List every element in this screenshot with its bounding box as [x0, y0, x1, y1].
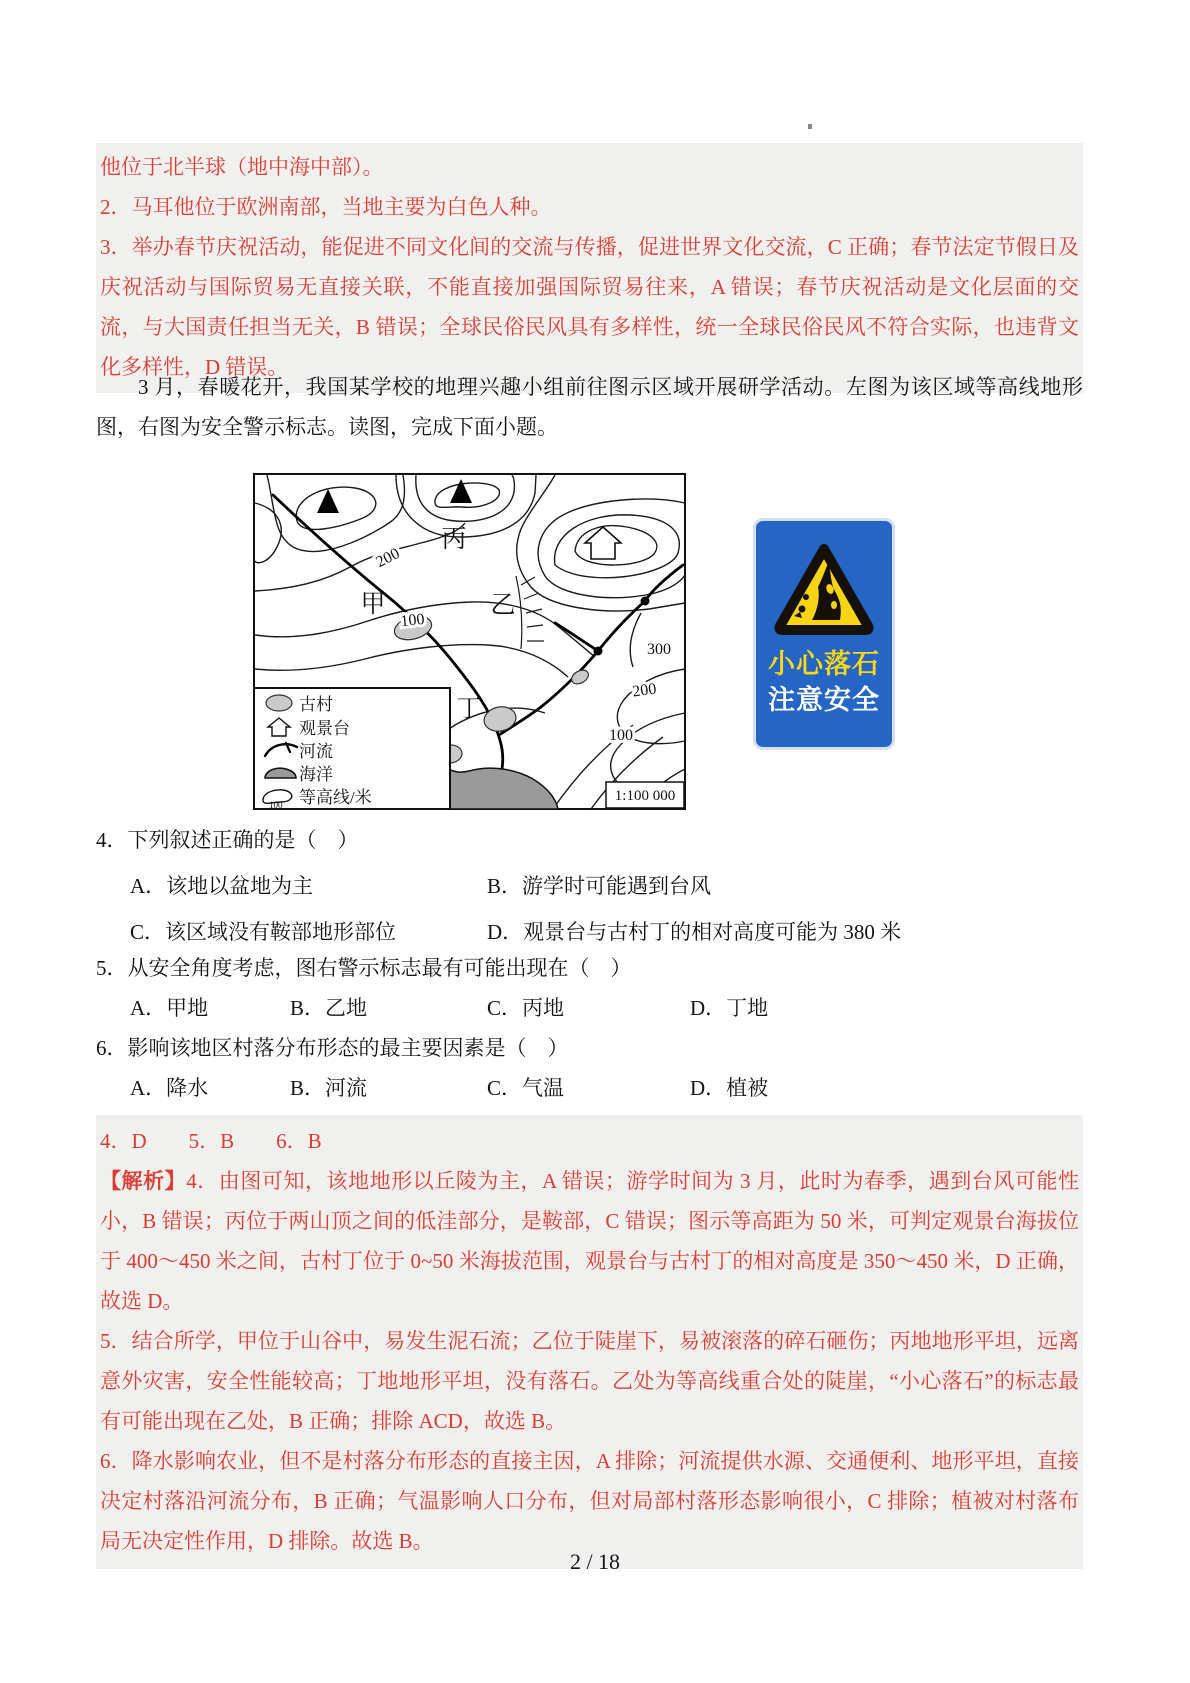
legend-contour-label: 等高线/米 — [299, 788, 372, 807]
option-4d: D．观景台与古村丁的相对高度可能为 380 米 — [487, 920, 902, 944]
question-stem-text: 5．从安全角度考虑，图右警示标志最有可能出现在（ ） — [96, 956, 632, 980]
option-6a: A．降水 — [130, 1076, 209, 1100]
analysis-q4 — [100, 1161, 1079, 1321]
question-stem-text: 4．下列叙述正确的是（ ） — [96, 828, 359, 852]
option-6c: C．气温 — [487, 1076, 565, 1100]
map-label-ding: 丁 — [456, 696, 482, 723]
legend-contour-value: 100 — [269, 800, 283, 810]
contour-map-figure — [253, 473, 686, 815]
question-passage: 3 月，春暖花开，我国某学校的地理兴趣小组前往图示区域开展研学活动。左图为该区域等高线地形图，右图为安全警示标志。读图，完成下面小题。 — [96, 375, 1083, 439]
contour-map — [253, 473, 686, 810]
warning-sign — [753, 518, 895, 750]
option-5b: B．乙地 — [290, 996, 368, 1020]
contour-value-200b: 200 — [631, 680, 658, 701]
explanation-q2: 2．马耳他位于欧洲南部，当地主要为白色人种。 — [100, 195, 552, 219]
contour-value-100b: 100 — [609, 727, 633, 744]
option-4b: B．游学时可能遇到台风 — [487, 874, 712, 898]
option-4a: A．该地以盆地为主 — [130, 874, 314, 898]
option-6d: D．植被 — [690, 1076, 769, 1100]
page-number: 2 / 18 — [569, 1549, 621, 1574]
option-5c: C．丙地 — [487, 996, 565, 1020]
question-stem-text: 6．影响该地区村落分布形态的最主要因素是（ ） — [96, 1036, 569, 1060]
option-5a: A．甲地 — [130, 996, 209, 1020]
scale-label: 1:100 000 — [614, 788, 676, 804]
question-6-stem — [96, 1032, 1083, 1066]
question-5-stem — [96, 952, 1083, 986]
explanation-q3: 3．举办春节庆祝活动，能促进不同文化间的交流与传播，促进世界文化交流，C 正确；春节法定节假日及庆祝活动与国际贸易无直接关联，不能直接加强国际贸易往来，A 错误；春节庆祝活动是文化层面的交流，与大国责任担当无关，B 错误；全球民俗民风具有多样性，统一全球民俗民风不符合实际，也违背文化多样性，D 错误。 — [100, 235, 1079, 379]
legend-village-label: 古村 — [299, 695, 333, 714]
question-4-options-row-2 — [96, 916, 1083, 950]
answer-key-line: 4．D 5．B 6．B — [100, 1129, 322, 1153]
question-4-stem — [96, 824, 1083, 858]
map-label-bing: 丙 — [441, 526, 467, 553]
legend-sea-label: 海洋 — [299, 765, 333, 784]
confluence-dot — [641, 597, 650, 606]
analysis-q5: 5．结合所学，甲位于山谷中，易发生泥石流；乙位于陡崖下，易被滚落的碎石砸伤；丙地地形平坦，远离意外灾害，安全性能较高；丁地地形平坦，没有落石。乙处为等高线重合处的陡崖，“小心落石”的标志最有可能出现在乙处，B 正确；排除 ACD，故选 B。 — [100, 1329, 1079, 1433]
question-5-options-row — [96, 992, 1083, 1026]
map-legend — [254, 688, 450, 810]
legend-viewpoint-label: 观景台 — [299, 719, 350, 738]
analysis-q4-text: 4．由图可知，该地地形以丘陵为主，A 错误；游学时间为 3 月，此时为春季，遇到台风可能性小，B 错误；丙位于两山顶之间的低洼部分，是鞍部，C 错误；图示等高距为 50 米，可判定观景台海拔位于 400～450 米之间，古村丁位于 0~50 米海拔范围，观景台与古村丁的相对高度是 350～450 米，D 正确，故选 D。 — [100, 1169, 1079, 1313]
contour-value-100: 100 — [399, 610, 426, 631]
contour-value-300: 300 — [647, 641, 671, 658]
question-6-options-row — [96, 1072, 1083, 1106]
falling-rocks-icon — [772, 543, 876, 635]
explanation-band-top — [96, 143, 1083, 393]
sign-text-caution: 小心落石 — [768, 649, 880, 679]
legend-river-label: 河流 — [299, 742, 333, 761]
sign-text-safety: 注意安全 — [768, 685, 880, 716]
analysis-q6: 6．降水影响农业，但不是村落分布形态的直接主因，A 排除；河流提供水源、交通便利、地形平坦，直接决定村落沿河流分布，B 正确；气温影响人口分布，但对局部村落形态影响很小，C 排除；植被对村落布局无决定性作用，D 排除。故选 B。 — [100, 1449, 1079, 1553]
scan-speck — [808, 124, 812, 129]
question-4-options-row-1 — [96, 870, 1083, 904]
confluence-dot — [594, 647, 603, 656]
option-5d: D．丁地 — [690, 996, 769, 1020]
explanation-line-continued: 他位于北半球（地中海中部）。 — [100, 155, 384, 179]
map-label-jia: 甲 — [360, 591, 386, 618]
option-6b: B．河流 — [290, 1076, 368, 1100]
analysis-label: 【解析】 — [100, 1169, 187, 1193]
map-scale — [606, 782, 684, 808]
contour-value-200: 200 — [373, 544, 403, 572]
answer-band — [96, 1115, 1083, 1569]
option-4c: C．该区域没有鞍部地形部位 — [130, 920, 397, 944]
map-label-yi: 乙 — [490, 592, 516, 619]
